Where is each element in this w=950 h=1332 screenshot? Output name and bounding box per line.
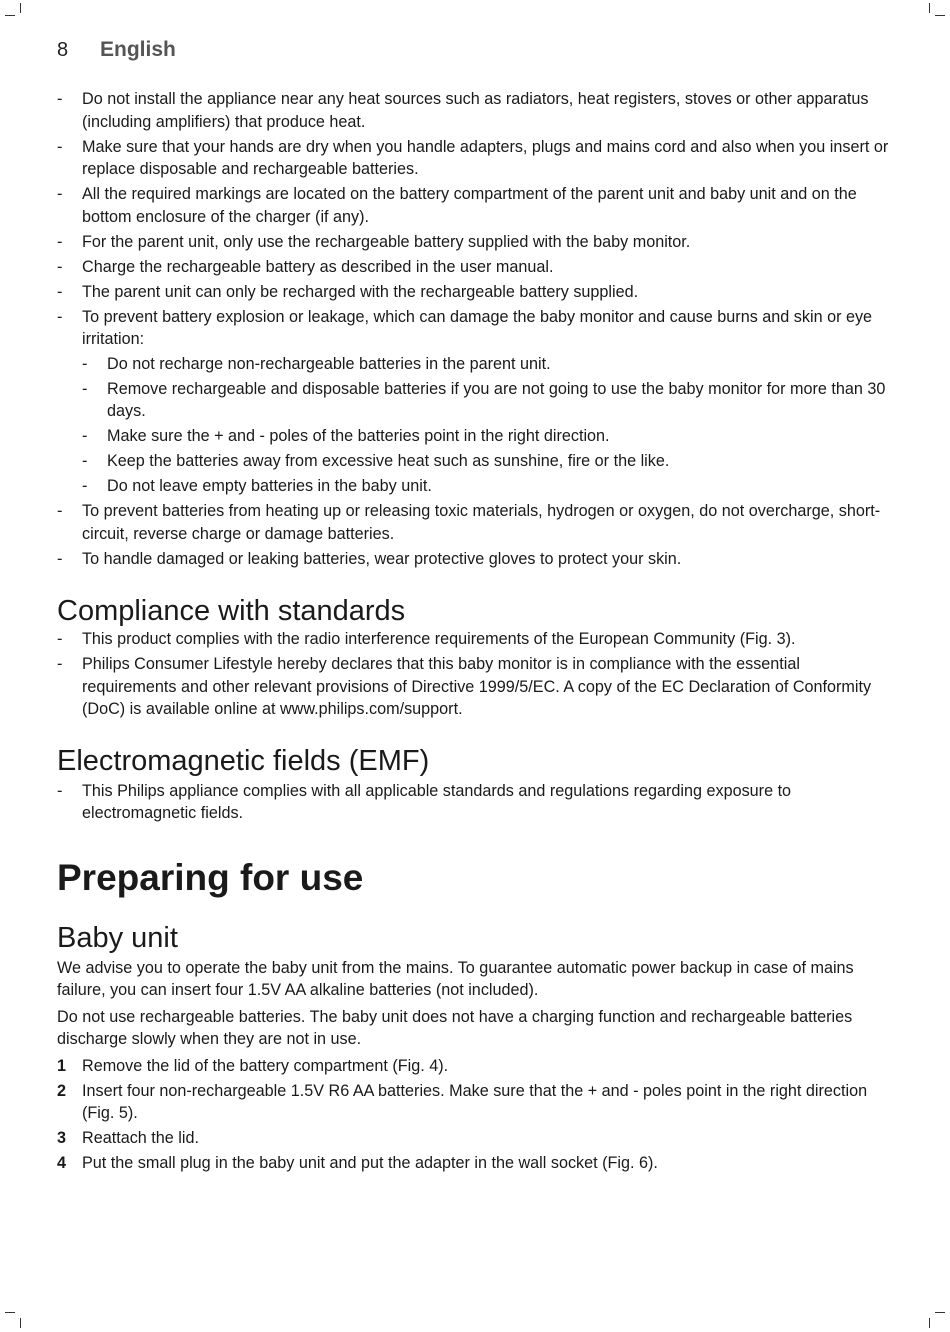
step-text: Reattach the lid. [82,1129,199,1147]
list-item [57,256,895,279]
crop-mark [20,1318,21,1328]
bullet-dash: - [57,257,63,276]
steps-list [57,1055,895,1175]
list-item-text: To prevent battery explosion or leakage, which can damage the baby monitor and cause burns and skin or eye irritation: [82,307,873,348]
crop-mark [5,15,15,16]
sublist-item [82,425,895,448]
list-item [57,548,895,571]
list-item [57,780,895,825]
step-item [57,1080,895,1125]
list-item-text: This product complies with the radio interference requirements of the European Community (Fig. 3). [82,630,796,648]
bullet-dash: - [82,354,88,373]
list-item [57,136,895,181]
crop-mark [935,15,945,16]
list-item-text: Do not recharge non-rechargeable batteries in the parent unit. [107,354,551,373]
step-number: 1 [57,1056,67,1075]
list-item-text: Make sure the + and - poles of the batteries point in the right direction. [107,427,610,445]
crop-mark [20,3,21,13]
step-text: Insert four non-rechargeable 1.5V R6 AA batteries. Make sure that the + and - poles point in the right direction (Fig. 5). [82,1081,868,1122]
list-item-text: To handle damaged or leaking batteries, wear protective gloves to protect your skin. [82,549,682,568]
step-number: 3 [57,1129,67,1147]
bullet-dash: - [57,781,63,800]
bullet-dash: - [57,232,63,251]
list-item-text: Do not install the appliance near any heat sources such as radiators, heat registers, stoves or other apparatus (including amplifiers) that produce heat. [82,90,869,131]
list-item-text: For the parent unit, only use the rechargeable battery supplied with the baby monitor. [82,232,691,251]
page-language: English [100,38,176,61]
paragraph: We advise you to operate the baby unit from the mains. To guarantee automatic power backup in case of mains failure, you can insert four 1.5V AA alkaline batteries (not included). [57,958,854,999]
list-item-text: All the required markings are located on the battery compartment of the parent unit and baby unit and on the bottom enclosure of the charger (if any). [82,185,857,226]
crop-mark [5,1312,15,1313]
list-item [57,183,895,228]
compliance-list [57,628,895,721]
bullet-dash: - [82,452,88,470]
sublist-item [82,353,895,376]
bullet-dash: - [57,655,63,673]
sublist-item [82,450,895,473]
page-header [57,38,176,62]
compliance-heading: Compliance with standards [57,595,406,627]
bullet-dash: - [57,502,63,520]
step-item [57,1152,895,1175]
list-item [57,231,895,254]
step-item [57,1127,895,1150]
bullet-dash: - [82,477,88,495]
crop-mark [935,1312,945,1313]
list-item-text: Make sure that your hands are dry when you handle adapters, plugs and mains cord and also when you insert or replace disposable and rechargeable batteries. [82,137,889,178]
page-content [57,88,895,1177]
bullet-dash: - [57,282,63,301]
bullet-dash: - [57,185,63,203]
list-item [57,628,895,651]
paragraph: Do not use rechargeable batteries. The baby unit does not have a charging function and rechargeable batteries discharge slowly when they are not in use. [57,1007,853,1048]
battery-sublist [82,353,895,498]
bullet-dash: - [82,427,88,445]
safety-list [57,88,895,570]
step-number: 2 [57,1081,67,1100]
list-item-text: Do not leave empty batteries in the baby unit. [107,477,432,495]
list-item [57,500,895,545]
bullet-dash: - [57,307,63,326]
crop-mark [929,3,930,13]
emf-list [57,780,895,825]
list-item-text: Remove rechargeable and disposable batteries if you are not going to use the baby monitor for more than 30 days. [107,379,886,420]
bullet-dash: - [57,137,63,156]
step-text: Remove the lid of the battery compartment (Fig. 4). [82,1056,449,1075]
list-item-text: To prevent batteries from heating up or releasing toxic materials, hydrogen or oxygen, do not overcharge, short-circuit, reverse charge or damage batteries. [82,502,881,543]
list-item-text: This Philips appliance complies with all applicable standards and regulations regarding exposure to electromagnetic fields. [82,781,792,822]
list-item-text: Charge the rechargeable battery as described in the user manual. [82,257,554,276]
list-item [57,306,895,498]
page-number: 8 [57,39,69,61]
baby-unit-heading: Baby unit [57,921,178,954]
preparing-heading: Preparing for use [57,856,364,898]
list-item [57,88,895,133]
list-item-text: The parent unit can only be recharged with the rechargeable battery supplied. [82,282,639,301]
list-item-text: Keep the batteries away from excessive heat such as sunshine, fire or the like. [107,452,670,470]
bullet-dash: - [82,379,88,398]
sublist-item [82,475,895,498]
sublist-item [82,378,895,423]
step-item [57,1055,895,1078]
crop-mark [929,1318,930,1328]
bullet-dash: - [57,630,63,648]
emf-heading: Electromagnetic fields (EMF) [57,744,430,777]
bullet-dash: - [57,549,63,568]
list-item-text: Philips Consumer Lifestyle hereby declares that this baby monitor is in compliance with the essential requirements and other relevant provisions of Directive 1999/5/EC. A copy of the EC Declaration of Conformity (DoC) is available online at www.philips.com/support. [82,655,872,718]
bullet-dash: - [57,90,63,108]
step-text: Put the small plug in the baby unit and put the adapter in the wall socket (Fig. 6). [82,1154,658,1172]
list-item [57,653,895,721]
step-number: 4 [57,1154,67,1172]
list-item [57,281,895,304]
